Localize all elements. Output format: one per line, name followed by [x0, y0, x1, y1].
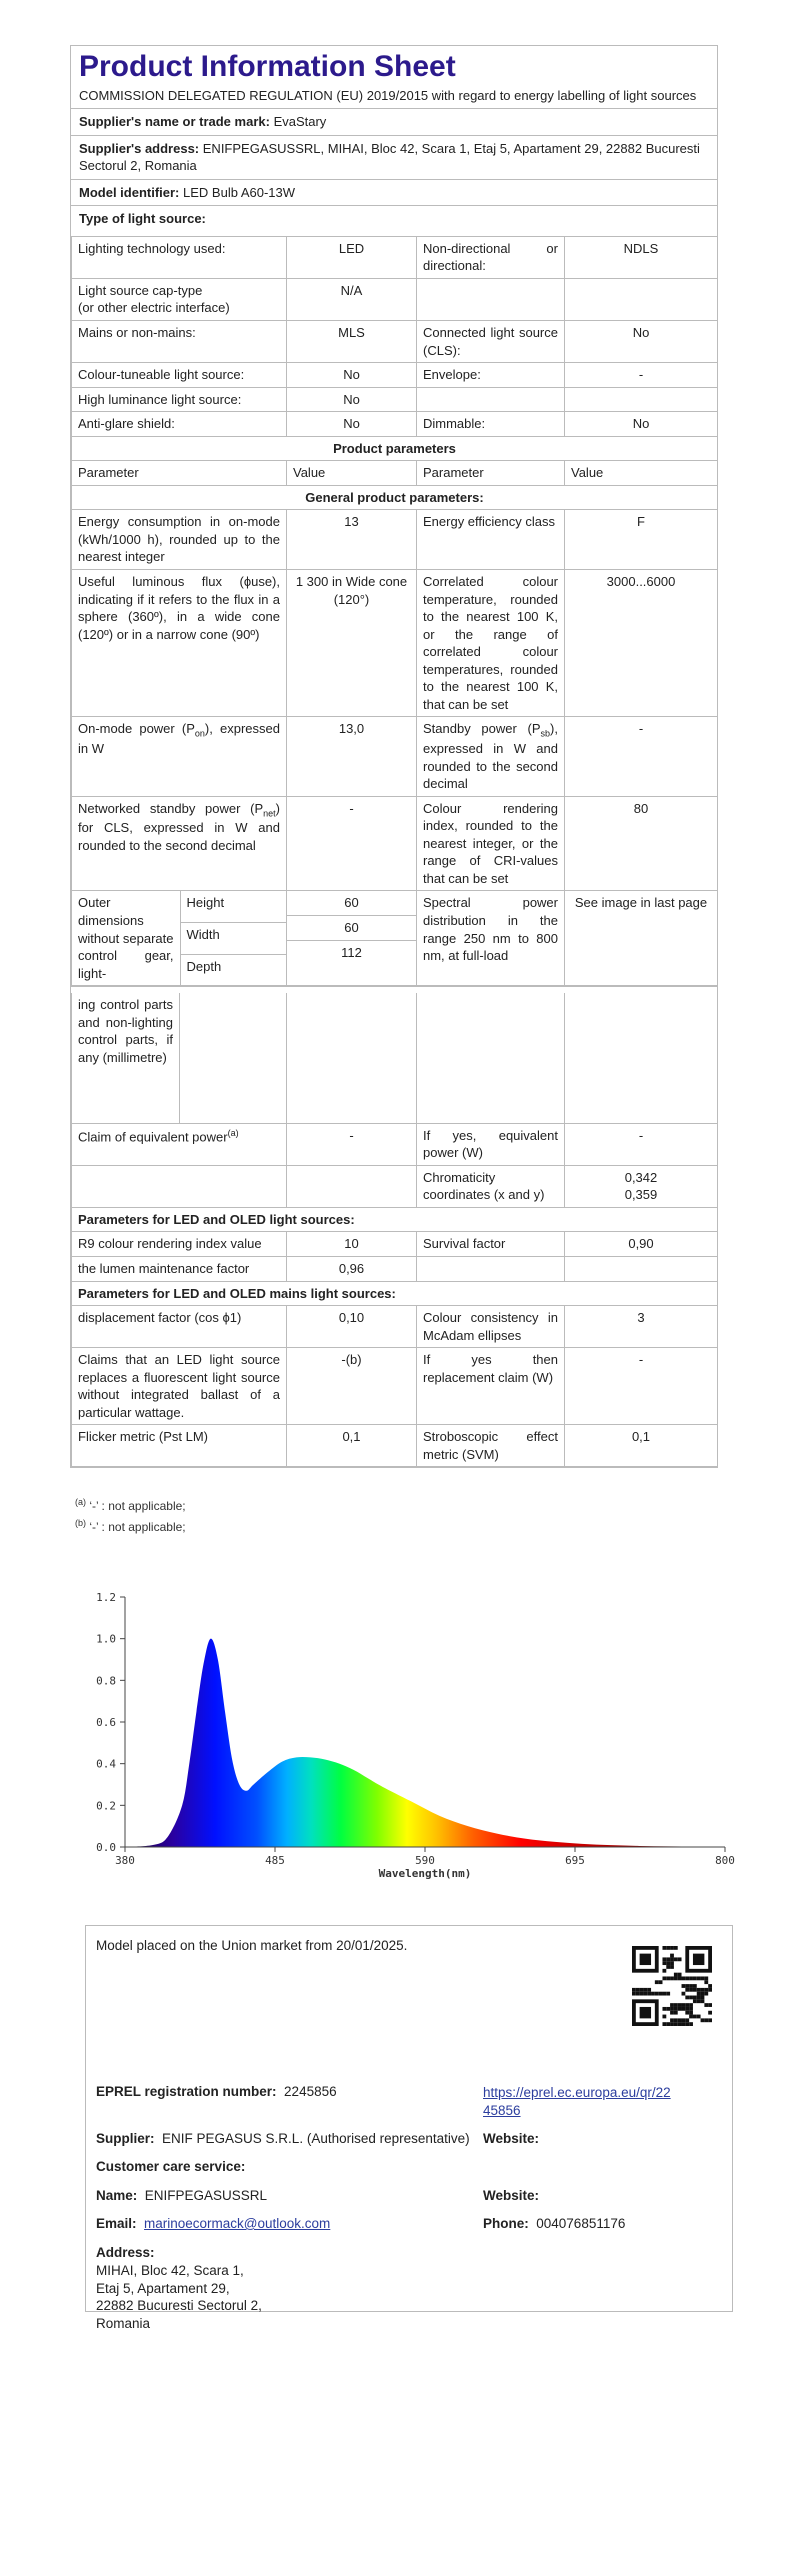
col-header: Value — [565, 461, 718, 486]
footnote-a-mark: (a) — [75, 1497, 86, 1507]
spectrum-area — [125, 1639, 725, 1847]
dims-label: Outer dimensions without separate control gear, light- — [72, 891, 180, 985]
card-supplier-label: Supplier: — [96, 2131, 155, 2146]
cls-label: Connected light source (CLS): — [417, 320, 565, 362]
supplier-address-value: ENIFPEGASUSSRL, MIHAI, Bloc 42, Scara 1, Etaj 5, Apartament 29, 22882 Bucuresti Sectorul 2, Romania — [79, 140, 700, 174]
eprel-value: 2245856 — [284, 2084, 337, 2099]
cap-value: N/A — [287, 278, 417, 320]
page-title: Product Information Sheet — [79, 50, 456, 83]
table-row — [72, 1207, 718, 1232]
supplier-name-value: EvaStary — [273, 114, 327, 130]
claim-value: -(b) — [287, 1348, 417, 1425]
table-row — [72, 412, 718, 437]
width-label: Width — [180, 922, 286, 954]
chroma-value — [565, 1165, 718, 1207]
card-phone-label: Phone: — [483, 2216, 529, 2231]
eprel-card — [85, 1925, 733, 2332]
table-row — [72, 891, 718, 986]
eff-value: F — [565, 510, 718, 570]
type-heading-text: Type of light source: — [79, 211, 206, 227]
col-header: Parameter — [417, 461, 565, 486]
tune-value: No — [287, 363, 417, 388]
type-table — [71, 236, 718, 986]
chroma-y: 0,359 — [624, 1187, 658, 1203]
equiv-sup: (a) — [227, 1127, 239, 1138]
glare-value: No — [287, 412, 417, 437]
supplier-address-row — [71, 135, 717, 179]
supplier-name-row — [71, 108, 717, 135]
table-row — [72, 1425, 718, 1467]
equiv-label-text: Claim of equivalent power — [78, 1129, 228, 1145]
empty-cell — [417, 1256, 565, 1281]
standby-label — [417, 717, 565, 796]
claim-label: Claims that an LED light source replaces a fluorescent light source without integrated ballast of a particular wattage. — [72, 1348, 287, 1425]
mains-value: MLS — [287, 320, 417, 362]
x-tick-label: 485 — [265, 1854, 285, 1867]
address-line: Romania — [96, 2316, 151, 2332]
maint-value: 0,96 — [287, 1256, 417, 1281]
placed-on-market: Model placed on the Union market from 20/01/2025. — [96, 1938, 408, 1953]
table-row — [72, 569, 718, 716]
footnote-b — [75, 1516, 186, 1537]
dir-label: Non-directional or directional: — [417, 236, 565, 278]
net-sub: net — [263, 808, 276, 819]
consist-value: 3 — [565, 1306, 718, 1348]
email-row — [96, 2216, 330, 2231]
empty-cell — [565, 1256, 718, 1281]
flicker-value: 0,1 — [287, 1425, 417, 1467]
disp-label: displacement factor (cos ϕ1) — [72, 1306, 287, 1348]
model-identifier-label: Model identifier: — [79, 184, 180, 200]
energy-label: Energy consumption in on-mode (kWh/1000 h), rounded up to the nearest integer — [72, 510, 287, 570]
spd-value: See image in last page — [565, 891, 718, 986]
eprel-link-line-2[interactable]: 45856 — [483, 2103, 521, 2119]
empty-cell — [72, 1165, 287, 1207]
empty-cell — [417, 278, 565, 320]
address-line: Etaj 5, Apartament 29, — [96, 2280, 230, 2296]
table-row — [72, 485, 718, 510]
table-row — [72, 510, 718, 570]
strobo-value: 0,1 — [565, 1425, 718, 1467]
footnote-a — [75, 1495, 186, 1516]
replace-label: If yes then replacement claim (W) — [417, 1348, 565, 1425]
dims-values — [287, 891, 417, 986]
r9-label: R9 colour rendering index value — [72, 1232, 287, 1257]
onpower-sub: on — [194, 728, 205, 739]
empty-cell — [565, 993, 718, 1123]
card-address-label: Address: — [96, 2245, 155, 2260]
footnotes — [75, 1495, 186, 1537]
r9-value: 10 — [287, 1232, 417, 1257]
eprel-label: EPREL registration number: — [96, 2084, 277, 2099]
chroma-label: Chromaticity coordinates (x and y) — [417, 1165, 565, 1207]
depth-value: 112 — [341, 944, 362, 960]
cri-value: 80 — [565, 796, 718, 891]
height-label: Height — [180, 891, 286, 922]
spectral-chart-svg — [70, 1585, 735, 1885]
y-tick-label: 0.8 — [96, 1674, 116, 1688]
empty-cell — [180, 993, 287, 1123]
dir-value: NDLS — [565, 236, 718, 278]
col-header: Parameter — [72, 461, 287, 486]
tech-label: Lighting technology used: — [72, 236, 287, 278]
footnote-b-mark: (b) — [75, 1518, 86, 1529]
table-header-row — [72, 461, 718, 486]
empty-cell — [417, 387, 565, 412]
cct-value: 3000...6000 — [565, 569, 718, 716]
x-tick-label: 590 — [415, 1854, 435, 1867]
dims-cell — [72, 891, 287, 986]
equivw-value: - — [565, 1123, 718, 1165]
model-identifier-row — [71, 179, 717, 206]
onpower-value: 13,0 — [287, 717, 417, 796]
y-tick-label: 0.6 — [96, 1716, 116, 1729]
cap-label-line-2: (or other electric interface) — [78, 300, 230, 316]
chroma-x: 0,342 — [624, 1169, 658, 1185]
empty-cell — [565, 387, 718, 412]
dims-label-continued: ing control parts and non-lighting control parts, if any (millimetre) — [72, 993, 180, 1123]
table-row — [72, 1165, 718, 1207]
equiv-label — [72, 1123, 287, 1165]
col-header: Value — [287, 461, 417, 486]
type-heading — [71, 205, 717, 236]
empty-cell — [417, 993, 565, 1123]
table-row — [72, 1123, 718, 1165]
address-line: 22882 Bucuresti Sectorul 2, — [96, 2298, 262, 2314]
net-label-b: ) for CLS, expressed in W and rounded to the second decimal — [78, 800, 280, 854]
table-row — [72, 320, 718, 362]
supplier-address-label: Supplier's address: — [79, 140, 200, 156]
type-table-continued — [71, 993, 718, 1467]
table-row — [72, 387, 718, 412]
flux-value: 1 300 in Wide cone (120°) — [287, 569, 417, 716]
led-heading: Parameters for LED and OLED light sources: — [72, 1207, 718, 1232]
table-row — [72, 1306, 718, 1348]
table-row — [72, 1348, 718, 1425]
net-value: - — [287, 796, 417, 891]
model-identifier-value: LED Bulb A60-13W — [183, 184, 296, 200]
regulation-subtitle: COMMISSION DELEGATED REGULATION (EU) 2019/2015 with regard to energy labelling of light sources — [79, 87, 697, 103]
flux-label: Useful luminous flux (ϕuse), indicating if it refers to the flux in a sphere (360º), in a wide cone (120º) or in a narrow cone (90º) — [72, 569, 287, 716]
cri-label: Colour rendering index, rounded to the nearest integer, or the range of CRI-values that can be set — [417, 796, 565, 891]
table-row — [72, 1256, 718, 1281]
highlum-value: No — [287, 387, 417, 412]
cct-label: Correlated colour temperature, rounded to the nearest 100 K, or the range of correlated colour temperatures, rounded to the nearest 100 K, that can be set — [417, 569, 565, 716]
table-row — [72, 1281, 718, 1306]
highlum-label: High luminance light source: — [72, 387, 287, 412]
x-tick-label: 800 — [715, 1854, 735, 1867]
spd-label: Spectral power distribution in the range 250 nm to 800 nm, at full-load — [417, 891, 565, 986]
consist-label: Colour consistency in McAdam ellipses — [417, 1306, 565, 1348]
table-row — [72, 993, 718, 1123]
table-row — [72, 278, 718, 320]
phone-row — [483, 2216, 625, 2231]
y-tick-label: 1.2 — [96, 1591, 116, 1604]
email-link[interactable]: marinoecormack@outlook.com — [144, 2216, 331, 2231]
disp-value: 0,10 — [287, 1306, 417, 1348]
mains-label: Mains or non-mains: — [72, 320, 287, 362]
table-row — [72, 363, 718, 388]
eprel-link-line-1[interactable]: https://eprel.ec.europa.eu/qr/22 — [483, 2085, 671, 2100]
table-row — [72, 436, 718, 461]
width-value: 60 — [287, 916, 416, 941]
address-line: MIHAI, Bloc 42, Scara 1, — [96, 2262, 244, 2278]
eprel-row — [96, 2084, 337, 2099]
env-label: Envelope: — [417, 363, 565, 388]
footnote-b-text: ‘-’ : not applicable; — [89, 1520, 186, 1535]
env-value: - — [565, 363, 718, 388]
dim-value: No — [565, 412, 718, 437]
y-tick-label: 0.2 — [96, 1799, 116, 1813]
empty-cell — [287, 1165, 417, 1207]
cls-value: No — [565, 320, 718, 362]
maint-label: the lumen maintenance factor — [72, 1256, 287, 1281]
card-name-value: ENIFPEGASUSSRL — [144, 2188, 268, 2203]
depth-label: Depth — [186, 958, 222, 974]
x-tick-label: 380 — [115, 1854, 135, 1867]
standby-label-a: Standby power (P — [423, 721, 541, 737]
card-email-label: Email: — [96, 2216, 137, 2231]
table-row — [72, 236, 718, 278]
cap-label — [72, 278, 287, 320]
standby-sub: sb — [540, 728, 551, 739]
tune-label: Colour-tuneable light source: — [72, 363, 287, 388]
spectral-chart — [70, 1585, 735, 1885]
tech-value: LED — [287, 236, 417, 278]
replace-value: - — [565, 1348, 718, 1425]
general-heading: General product parameters: — [72, 485, 718, 510]
standby-label-b: ), expressed in W and rounded to the second decimal — [423, 721, 558, 792]
address-block — [96, 2244, 262, 2333]
energy-value: 13 — [287, 510, 417, 570]
website-label: Website: — [483, 2131, 540, 2146]
card-supplier-value: ENIF PEGASUS S.R.L. (Authorised representative) — [162, 2131, 470, 2146]
onpower-label-a: On-mode power (P — [78, 721, 195, 737]
table-row — [72, 717, 718, 796]
x-axis-label: Wavelength(nm) — [378, 1867, 472, 1880]
y-tick-label: 0.4 — [96, 1757, 116, 1771]
eff-label: Energy efficiency class — [417, 510, 565, 570]
product-information-sheet — [70, 45, 718, 1468]
website2-label: Website: — [483, 2188, 540, 2203]
surv-label: Survival factor — [417, 1232, 565, 1257]
mains-heading: Parameters for LED and OLED mains light sources: — [72, 1281, 718, 1306]
onpower-label — [72, 717, 287, 796]
net-label — [72, 796, 287, 891]
height-value: 60 — [287, 891, 416, 916]
empty-cell — [565, 278, 718, 320]
y-tick-label: 0.0 — [96, 1841, 116, 1854]
empty-cell — [287, 993, 417, 1123]
supplier-name-label: Supplier's name or trade mark: — [79, 114, 270, 130]
cap-label-line-1: Light source cap-type — [78, 282, 203, 298]
card-phone-value: 004076851176 — [536, 2216, 626, 2231]
supplier-row — [96, 2131, 470, 2146]
qr-code-icon[interactable] — [632, 1946, 712, 2026]
customer-care-label: Customer care service: — [96, 2159, 246, 2174]
footnote-a-text: ‘-’ : not applicable; — [89, 1499, 186, 1513]
equiv-value: - — [287, 1123, 417, 1165]
onpower-label-b: ), expressed in W — [78, 721, 280, 757]
eprel-link[interactable] — [483, 2084, 671, 2120]
name-row — [96, 2188, 267, 2203]
standby-value: - — [565, 717, 718, 796]
card-name-label: Name: — [96, 2188, 138, 2203]
strobo-label: Stroboscopic effect metric (SVM) — [417, 1425, 565, 1467]
dim-label: Dimmable: — [417, 412, 565, 437]
table-row — [72, 796, 718, 891]
surv-value: 0,90 — [565, 1232, 718, 1257]
y-tick-label: 1.0 — [96, 1632, 116, 1646]
product-parameters-heading: Product parameters — [72, 436, 718, 461]
net-label-a: Networked standby power (P — [78, 800, 264, 816]
equivw-label: If yes, equivalent power (W) — [417, 1123, 565, 1165]
table-row — [72, 1232, 718, 1257]
glare-label: Anti-glare shield: — [72, 412, 287, 437]
flicker-label: Flicker metric (Pst LM) — [72, 1425, 287, 1467]
x-tick-label: 695 — [565, 1854, 585, 1867]
